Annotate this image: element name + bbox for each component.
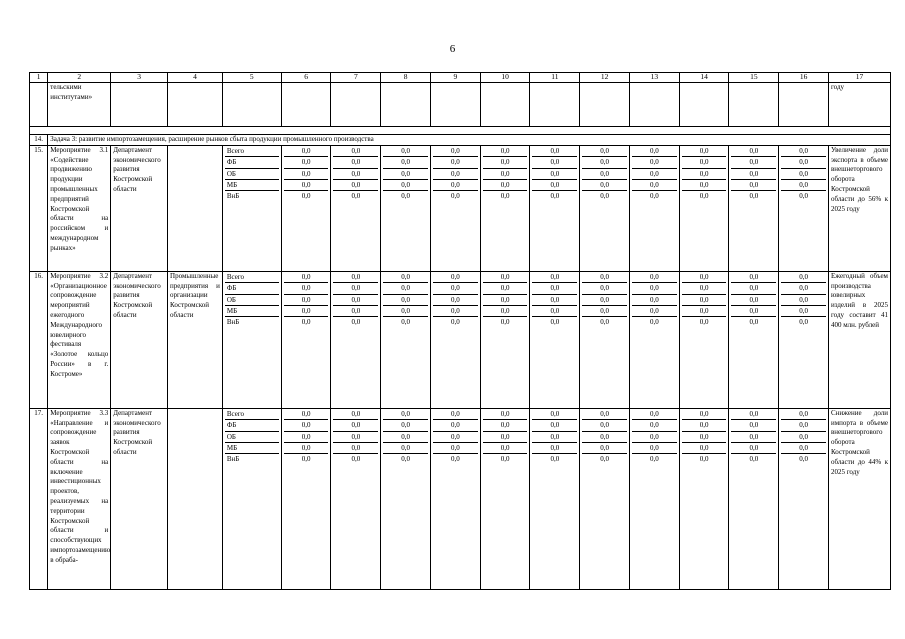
value-cell: 0,0 [682,283,727,294]
expected-result: Увеличение доли экспорта в объеме внешнеторгового оборота Костромской области до 56% к 2025 году [828,145,890,271]
measure-row [30,145,891,271]
value-cell: 0,0 [433,180,478,191]
value-cell: 0,0 [433,295,478,306]
value-cell: 0,0 [649,318,659,327]
executor: Департамент экономического развития Костромской области [111,145,168,271]
value-cell: 0,0 [731,295,776,306]
measures-table [29,72,891,590]
col-header-1: 1 [30,73,48,83]
value-cell: 0,0 [383,409,428,420]
value-cell: 0,0 [699,455,709,464]
value-cell: 0,0 [351,455,361,464]
value-cell: 0,0 [781,169,826,180]
value-cell: 0,0 [532,169,577,180]
value-cell: 0,0 [632,306,677,317]
col-header-5: 5 [222,73,281,83]
value-col-9 [430,408,480,589]
value-col-10 [480,271,530,408]
spacer-row [30,127,891,135]
value-cell: 0,0 [632,295,677,306]
value-cell: 0,0 [532,409,577,420]
value-cell: 0,0 [632,420,677,431]
value-cell: 0,0 [731,443,776,454]
value-cell: 0,0 [483,409,528,420]
value-col-12 [580,145,630,271]
value-cell: 0,0 [682,443,727,454]
col-header-7: 7 [331,73,381,83]
funding-label: ВнБ [226,192,240,201]
value-cell: 0,0 [383,180,428,191]
header-row [30,73,891,83]
value-cell: 0,0 [582,443,627,454]
col-header-6: 6 [281,73,331,83]
value-cell: 0,0 [483,295,528,306]
value-cell: 0,0 [483,146,528,157]
funding-labels [222,408,281,589]
value-cell: 0,0 [483,420,528,431]
col-header-13: 13 [629,73,679,83]
value-cell: 0,0 [632,432,677,443]
measure-row [30,271,891,408]
value-col-10 [480,145,530,271]
funding-label: ОБ [225,169,279,180]
value-col-12 [580,408,630,589]
value-cell: 0,0 [284,157,329,168]
value-col-8 [381,408,431,589]
value-cell: 0,0 [301,192,311,201]
value-cell: 0,0 [433,169,478,180]
value-cell: 0,0 [433,432,478,443]
value-cell: 0,0 [781,306,826,317]
value-col-16 [779,408,829,589]
value-cell: 0,0 [383,306,428,317]
value-cell: 0,0 [483,283,528,294]
value-cell: 0,0 [781,146,826,157]
participant [168,408,223,589]
funding-label: ФБ [225,420,279,431]
carry-over-row [30,83,891,127]
funding-label: Всего [225,146,279,157]
value-cell: 0,0 [582,409,627,420]
value-cell: 0,0 [532,283,577,294]
funding-label: Всего [225,409,279,420]
value-col-11 [530,408,580,589]
value-cell: 0,0 [500,318,510,327]
value-col-14 [679,271,729,408]
value-col-7 [331,145,381,271]
value-cell: 0,0 [433,146,478,157]
col-header-10: 10 [480,73,530,83]
measure-name: Мероприятие 3.2 «Организационное сопровождение мероприятий ежегодного Международного ювелирного фестиваля «Золотое кольцо России» в г. Костроме» [48,271,111,408]
value-cell: 0,0 [333,295,378,306]
value-cell: 0,0 [682,157,727,168]
value-cell: 0,0 [333,180,378,191]
expected-result: Ежегодный объем производства ювелирных изделий в 2025 году составит 41 400 млн. рублей [828,271,890,408]
value-cell: 0,0 [731,306,776,317]
value-cell: 0,0 [284,306,329,317]
value-cell: 0,0 [600,192,609,201]
value-cell: 0,0 [731,146,776,157]
col-header-17: 17 [828,73,890,83]
value-col-15 [729,145,779,271]
value-cell: 0,0 [532,157,577,168]
expected-result: Снижение доли импорта в объеме внешнеторгового оборота Костромской области до 44% к 2025 году [828,408,890,589]
col-header-11: 11 [530,73,580,83]
value-cell: 0,0 [582,180,627,191]
value-cell: 0,0 [483,157,528,168]
value-cell: 0,0 [284,283,329,294]
value-cell: 0,0 [532,432,577,443]
value-cell: 0,0 [284,146,329,157]
participant [168,145,223,271]
value-cell: 0,0 [532,146,577,157]
value-cell: 0,0 [351,318,361,327]
value-col-13 [629,145,679,271]
value-cell: 0,0 [731,432,776,443]
value-cell: 0,0 [731,272,776,283]
value-col-8 [381,145,431,271]
funding-labels [222,145,281,271]
value-col-11 [530,271,580,408]
value-cell: 0,0 [333,157,378,168]
value-cell: 0,0 [699,318,709,327]
col-header-15: 15 [729,73,779,83]
value-cell: 0,0 [632,409,677,420]
value-cell: 0,0 [401,455,410,464]
value-cell: 0,0 [632,272,677,283]
value-cell: 0,0 [731,169,776,180]
measure-row [30,408,891,589]
value-cell: 0,0 [632,146,677,157]
value-cell: 0,0 [749,192,759,201]
value-cell: 0,0 [600,318,609,327]
value-col-14 [679,145,729,271]
value-cell: 0,0 [450,318,460,327]
value-cell: 0,0 [749,455,759,464]
page-number: 6 [449,43,456,55]
value-cell: 0,0 [433,306,478,317]
col-header-2: 2 [48,73,111,83]
value-cell: 0,0 [582,306,627,317]
value-col-10 [480,408,530,589]
value-cell: 0,0 [333,169,378,180]
value-cell: 0,0 [383,420,428,431]
value-col-6 [281,145,331,271]
funding-label: ВнБ [226,455,240,464]
value-cell: 0,0 [682,432,727,443]
value-cell: 0,0 [284,409,329,420]
value-cell: 0,0 [781,409,826,420]
row-num: 15. [30,145,48,271]
funding-label: ФБ [225,283,279,294]
value-cell: 0,0 [450,455,460,464]
participant: Промышленные предприятия и организации Костромской области [168,271,223,408]
row-num: 17. [30,408,48,589]
value-cell: 0,0 [781,157,826,168]
value-cell: 0,0 [433,443,478,454]
value-cell: 0,0 [383,432,428,443]
value-cell: 0,0 [532,295,577,306]
value-cell: 0,0 [383,283,428,294]
col-header-8: 8 [381,73,431,83]
funding-label: ОБ [225,432,279,443]
funding-label: Всего [225,272,279,283]
value-cell: 0,0 [632,157,677,168]
value-cell: 0,0 [799,192,808,201]
value-cell: 0,0 [433,157,478,168]
value-cell: 0,0 [333,409,378,420]
value-cell: 0,0 [600,455,609,464]
value-cell: 0,0 [401,192,410,201]
value-cell: 0,0 [500,455,510,464]
value-cell: 0,0 [500,192,510,201]
funding-labels [222,271,281,408]
value-cell: 0,0 [799,318,808,327]
value-cell: 0,0 [799,455,808,464]
value-cell: 0,0 [301,455,311,464]
value-cell: 0,0 [483,180,528,191]
col-header-16: 16 [779,73,829,83]
value-cell: 0,0 [682,409,727,420]
col-header-9: 9 [430,73,480,83]
carry-over-num [30,83,48,127]
value-col-16 [779,271,829,408]
value-cell: 0,0 [383,169,428,180]
value-cell: 0,0 [284,295,329,306]
funding-label: ВнБ [226,318,240,327]
value-cell: 0,0 [333,443,378,454]
value-col-13 [629,271,679,408]
value-cell: 0,0 [401,318,410,327]
value-col-11 [530,145,580,271]
value-cell: 0,0 [550,318,560,327]
value-cell: 0,0 [351,192,361,201]
value-cell: 0,0 [781,432,826,443]
col-header-12: 12 [580,73,630,83]
value-cell: 0,0 [682,272,727,283]
value-col-7 [331,408,381,589]
value-cell: 0,0 [749,318,759,327]
funding-label: ОБ [225,295,279,306]
value-cell: 0,0 [383,157,428,168]
value-cell: 0,0 [483,272,528,283]
value-cell: 0,0 [731,420,776,431]
value-col-14 [679,408,729,589]
value-cell: 0,0 [781,283,826,294]
value-col-12 [580,271,630,408]
value-cell: 0,0 [632,283,677,294]
value-cell: 0,0 [550,455,560,464]
value-cell: 0,0 [582,420,627,431]
value-cell: 0,0 [284,443,329,454]
executor: Департамент экономического развития Костромской области [111,408,168,589]
value-cell: 0,0 [433,272,478,283]
value-cell: 0,0 [383,295,428,306]
value-cell: 0,0 [483,306,528,317]
value-cell: 0,0 [781,272,826,283]
value-cell: 0,0 [649,455,659,464]
value-cell: 0,0 [682,306,727,317]
col-header-14: 14 [679,73,729,83]
value-cell: 0,0 [582,146,627,157]
value-cell: 0,0 [582,295,627,306]
value-cell: 0,0 [433,409,478,420]
value-cell: 0,0 [781,443,826,454]
value-cell: 0,0 [632,169,677,180]
value-col-9 [430,271,480,408]
value-col-6 [281,408,331,589]
value-cell: 0,0 [532,306,577,317]
value-cell: 0,0 [699,192,709,201]
value-cell: 0,0 [284,180,329,191]
value-cell: 0,0 [632,443,677,454]
value-col-15 [729,271,779,408]
value-cell: 0,0 [284,432,329,443]
value-cell: 0,0 [632,180,677,191]
value-cell: 0,0 [383,272,428,283]
value-col-13 [629,408,679,589]
value-cell: 0,0 [284,169,329,180]
value-cell: 0,0 [582,283,627,294]
value-cell: 0,0 [284,420,329,431]
value-cell: 0,0 [433,420,478,431]
value-cell: 0,0 [649,192,659,201]
value-col-16 [779,145,829,271]
measure-name: Мероприятие 3.1 «Содействие продвижению продукции промышленных предприятий Костромской области на российском и международном рынках» [48,145,111,271]
value-cell: 0,0 [582,432,627,443]
carry-over-measure: тельскими институтами» [48,83,111,127]
value-cell: 0,0 [483,443,528,454]
value-cell: 0,0 [333,432,378,443]
value-cell: 0,0 [582,169,627,180]
funding-label: ФБ [225,157,279,168]
col-header-4: 4 [168,73,223,83]
value-col-8 [381,271,431,408]
value-col-7 [331,271,381,408]
funding-label: МБ [225,180,279,191]
value-cell: 0,0 [781,180,826,191]
executor: Департамент экономического развития Костромской области [111,271,168,408]
value-cell: 0,0 [582,157,627,168]
value-cell: 0,0 [781,295,826,306]
carry-over-result: году [828,83,890,127]
funding-label: МБ [225,306,279,317]
value-col-9 [430,145,480,271]
value-col-6 [281,271,331,408]
value-cell: 0,0 [450,192,460,201]
task-title: Задача 3: развитие импортозамещения, расширение рынков сбыта продукции промышленного производства [48,135,891,146]
value-cell: 0,0 [682,295,727,306]
col-header-3: 3 [111,73,168,83]
value-cell: 0,0 [383,146,428,157]
value-cell: 0,0 [284,272,329,283]
value-cell: 0,0 [532,420,577,431]
value-cell: 0,0 [682,180,727,191]
value-cell: 0,0 [333,306,378,317]
value-cell: 0,0 [483,169,528,180]
value-col-15 [729,408,779,589]
value-cell: 0,0 [731,283,776,294]
value-cell: 0,0 [333,146,378,157]
value-cell: 0,0 [582,272,627,283]
value-cell: 0,0 [433,283,478,294]
task-num: 14. [30,135,48,146]
value-cell: 0,0 [532,272,577,283]
value-cell: 0,0 [333,283,378,294]
value-cell: 0,0 [532,443,577,454]
value-cell: 0,0 [682,146,727,157]
value-cell: 0,0 [682,420,727,431]
value-cell: 0,0 [483,432,528,443]
value-cell: 0,0 [333,272,378,283]
funding-label: МБ [225,443,279,454]
value-cell: 0,0 [550,192,560,201]
value-cell: 0,0 [731,409,776,420]
value-cell: 0,0 [731,157,776,168]
task-row [30,135,891,146]
value-cell: 0,0 [731,180,776,191]
value-cell: 0,0 [682,169,727,180]
value-cell: 0,0 [781,420,826,431]
value-cell: 0,0 [301,318,311,327]
value-cell: 0,0 [383,443,428,454]
row-num: 16. [30,271,48,408]
measure-name: Мероприятие 3.3 «Направление и сопровождение заявок Костромской области на включение инвестиционных проектов, реализуемых на территории Костромской области и способствующих импортозамещению в обраба- [48,408,111,589]
value-cell: 0,0 [333,420,378,431]
value-cell: 0,0 [532,180,577,191]
